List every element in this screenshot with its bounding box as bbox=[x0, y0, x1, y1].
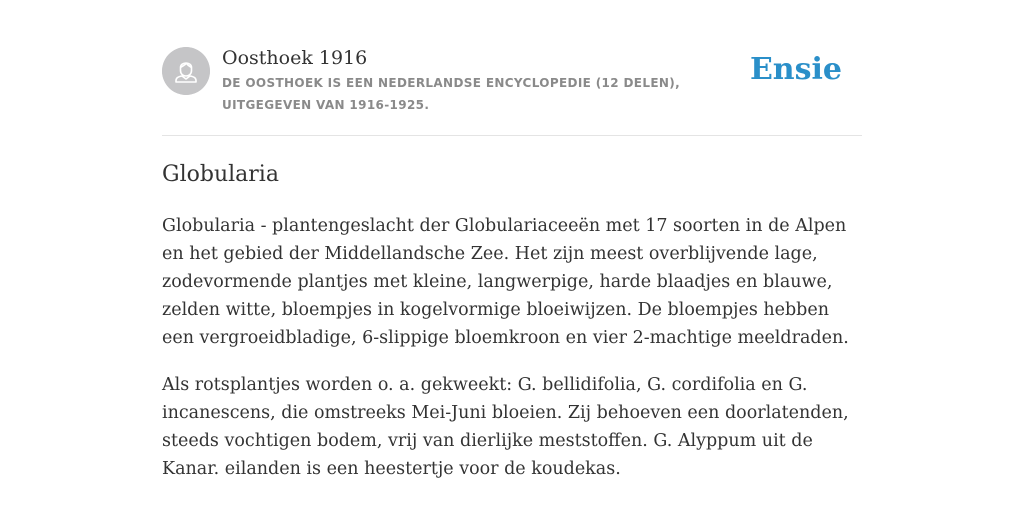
source-header bbox=[162, 46, 862, 136]
entry-paragraph: Globularia - plantengeslacht der Globulariaceeën met 17 soorten in de Alpen en het gebied der Middellandsche Zee. Het zijn meest overblijvende lage, zodevormende plantjes met kleine, langwerpige, harde blaadjes en blauwe, zelden witte, bloempjes in kogelvormige bloeiwijzen. De bloempjes hebben een vergroeidbladige, 6-slippige bloemkroon en vier 2-machtige meeldraden. bbox=[162, 216, 849, 348]
source-title[interactable]: Oosthoek 1916 bbox=[222, 47, 368, 69]
user-icon bbox=[162, 47, 210, 95]
source-description: DE OOSTHOEK IS EEN NEDERLANDSE ENCYCLOPEDIE (12 DELEN), UITGEGEVEN VAN 1916-1925. bbox=[222, 76, 681, 112]
entry-title: Globularia bbox=[162, 162, 279, 187]
entry-paragraph: Als rotsplantjes worden o. a. gekweekt: G. bellidifolia, G. cordifolia en G. incanescens, die omstreeks Mei-Juni bloeien. Zij behoeven een doorlatenden, steeds vochtigen bodem, vrij van dierlijke meststoffen. G. Alyppum uit de Kanar. eilanden is een heestertje voor de koudekas. bbox=[162, 375, 849, 479]
header-divider bbox=[162, 135, 862, 136]
ensie-logo[interactable]: Ensie bbox=[749, 52, 842, 87]
entry-body bbox=[162, 212, 862, 502]
